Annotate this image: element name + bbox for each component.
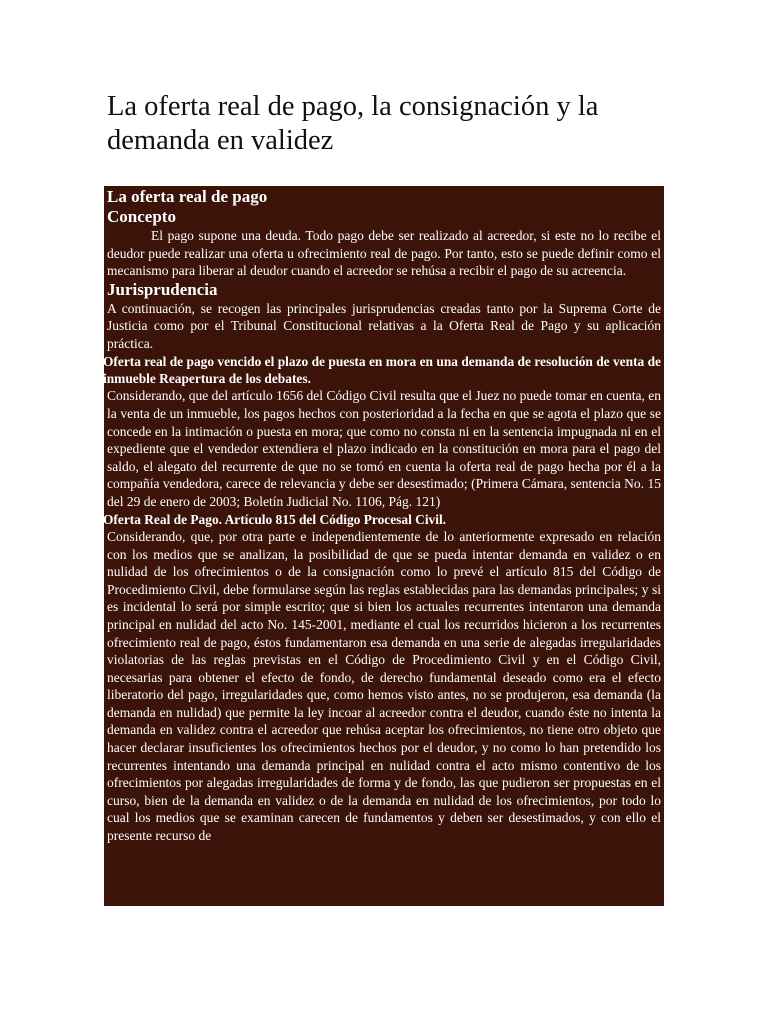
case-2-paragraph: Considerando, que, por otra parte e independientemente de lo anteriormente expresado en relación con los medios que se analizan, la posibilidad de que se pueda intentar demanda en validez o en nulidad de los ofrecimientos o de la consignación como lo prevé el artículo 815 del Código de Procedimiento Civil, debe formularse según las reglas establecidas para las demandas principales; y si es incidental lo será por simple escrito; que si bien los actuales recurrentes intentaron una demanda principal en nulidad del acto No. 145-2001, mediante el cual los recurridos hicieron a los recurrentes ofrecimiento real de pago, éstos fundamentaron esa demanda en una serie de alegadas irregularidades violatorias de las reglas previstas en el Código de Procedimiento Civil y en el Código Civil, necesarias para obtener el efecto de fondo, de derecho fundamental deseado como era el efecto liberatorio del pago, irregularidades que, como hemos visto antes, no se produjeron, esa demanda (la demanda en nulidad) que permite la ley incoar al acreedor contra el deudor, cuando éste no intenta la demanda en validez contra el acreedor que rehúsa aceptar los ofrecimientos, no tiene otro objeto que hacer declarar insuficientes los ofrecimientos hechos por el deudor, y no como lo han pretendido los recurrentes intentando una demanda principal en nulidad contra el acto mismo contentivo de los ofrecimientos por alegadas irregularidades de forma y de fondo, las que pudieron ser propuestas en el curso, bien de la demanda en validez o de la demanda en nulidad de los ofrecimientos, por todo lo cual los medios que se examinan carecen de fundamentos y deben ser desestimados, y con ello el presente recurso de xyxy=(107,528,661,844)
highlighted-content-block xyxy=(84,186,664,906)
check-icon: ✓ xyxy=(84,353,95,368)
jurisprudencia-intro-paragraph: A continuación, se recogen las principales jurisprudencias creadas tanto por la Suprema Corte de Justicia como por el Tribunal Constitucional relativas a la Oferta Real de Pago y su aplicación práctica. xyxy=(107,300,661,351)
case-1-title: Oferta real de pago vencido el plazo de puesta en mora en una demanda de resolución de venta de inmueble Reapertura de los debates. xyxy=(103,353,661,386)
case-2-heading xyxy=(82,511,661,528)
section-heading-oferta-real: La oferta real de pago xyxy=(107,187,268,206)
section-heading-concepto: Concepto xyxy=(107,207,176,226)
case-1-heading xyxy=(82,353,661,388)
check-icon: ✓ xyxy=(84,511,95,526)
case-1-paragraph: Considerando, que del artículo 1656 del Código Civil resulta que el Juez no puede tomar en cuenta, en la venta de un inmueble, los pagos hechos con posterioridad a la fecha en que se agota el plazo que se concede en la intimación o puesta en mora; que como no consta ni en la sentencia impugnada ni en el expediente que el vendedor extendiera el plazo indicado en la constitución en mora para el pago del saldo, el alegato del recurrente de que no se tomó en cuenta la oferta real de pago hecha por él a la compañía vendedora, carece de relevancia y debe ser desestimado; (Primera Cámara, sentencia No. 15 del 29 de enero de 2003; Boletín Judicial No. 1106, Pág. 121) xyxy=(107,388,661,509)
section-heading-jurisprudencia: Jurisprudencia xyxy=(107,279,218,299)
concepto-paragraph: El pago supone una deuda. Todo pago debe ser realizado al acreedor, si este no lo recibe el deudor puede realizar una oferta u ofrecimiento real de pago. Por tanto, esto se puede definir como el mecanismo para liberar al deudor cuando el acreedor se rehúsa a recibir el pago de su acreencia. xyxy=(107,228,661,279)
page-title: La oferta real de pago, la consignación y la demanda en validez xyxy=(107,91,599,156)
case-2-title: Oferta Real de Pago. Artículo 815 del Código Procesal Civil. xyxy=(103,511,447,527)
